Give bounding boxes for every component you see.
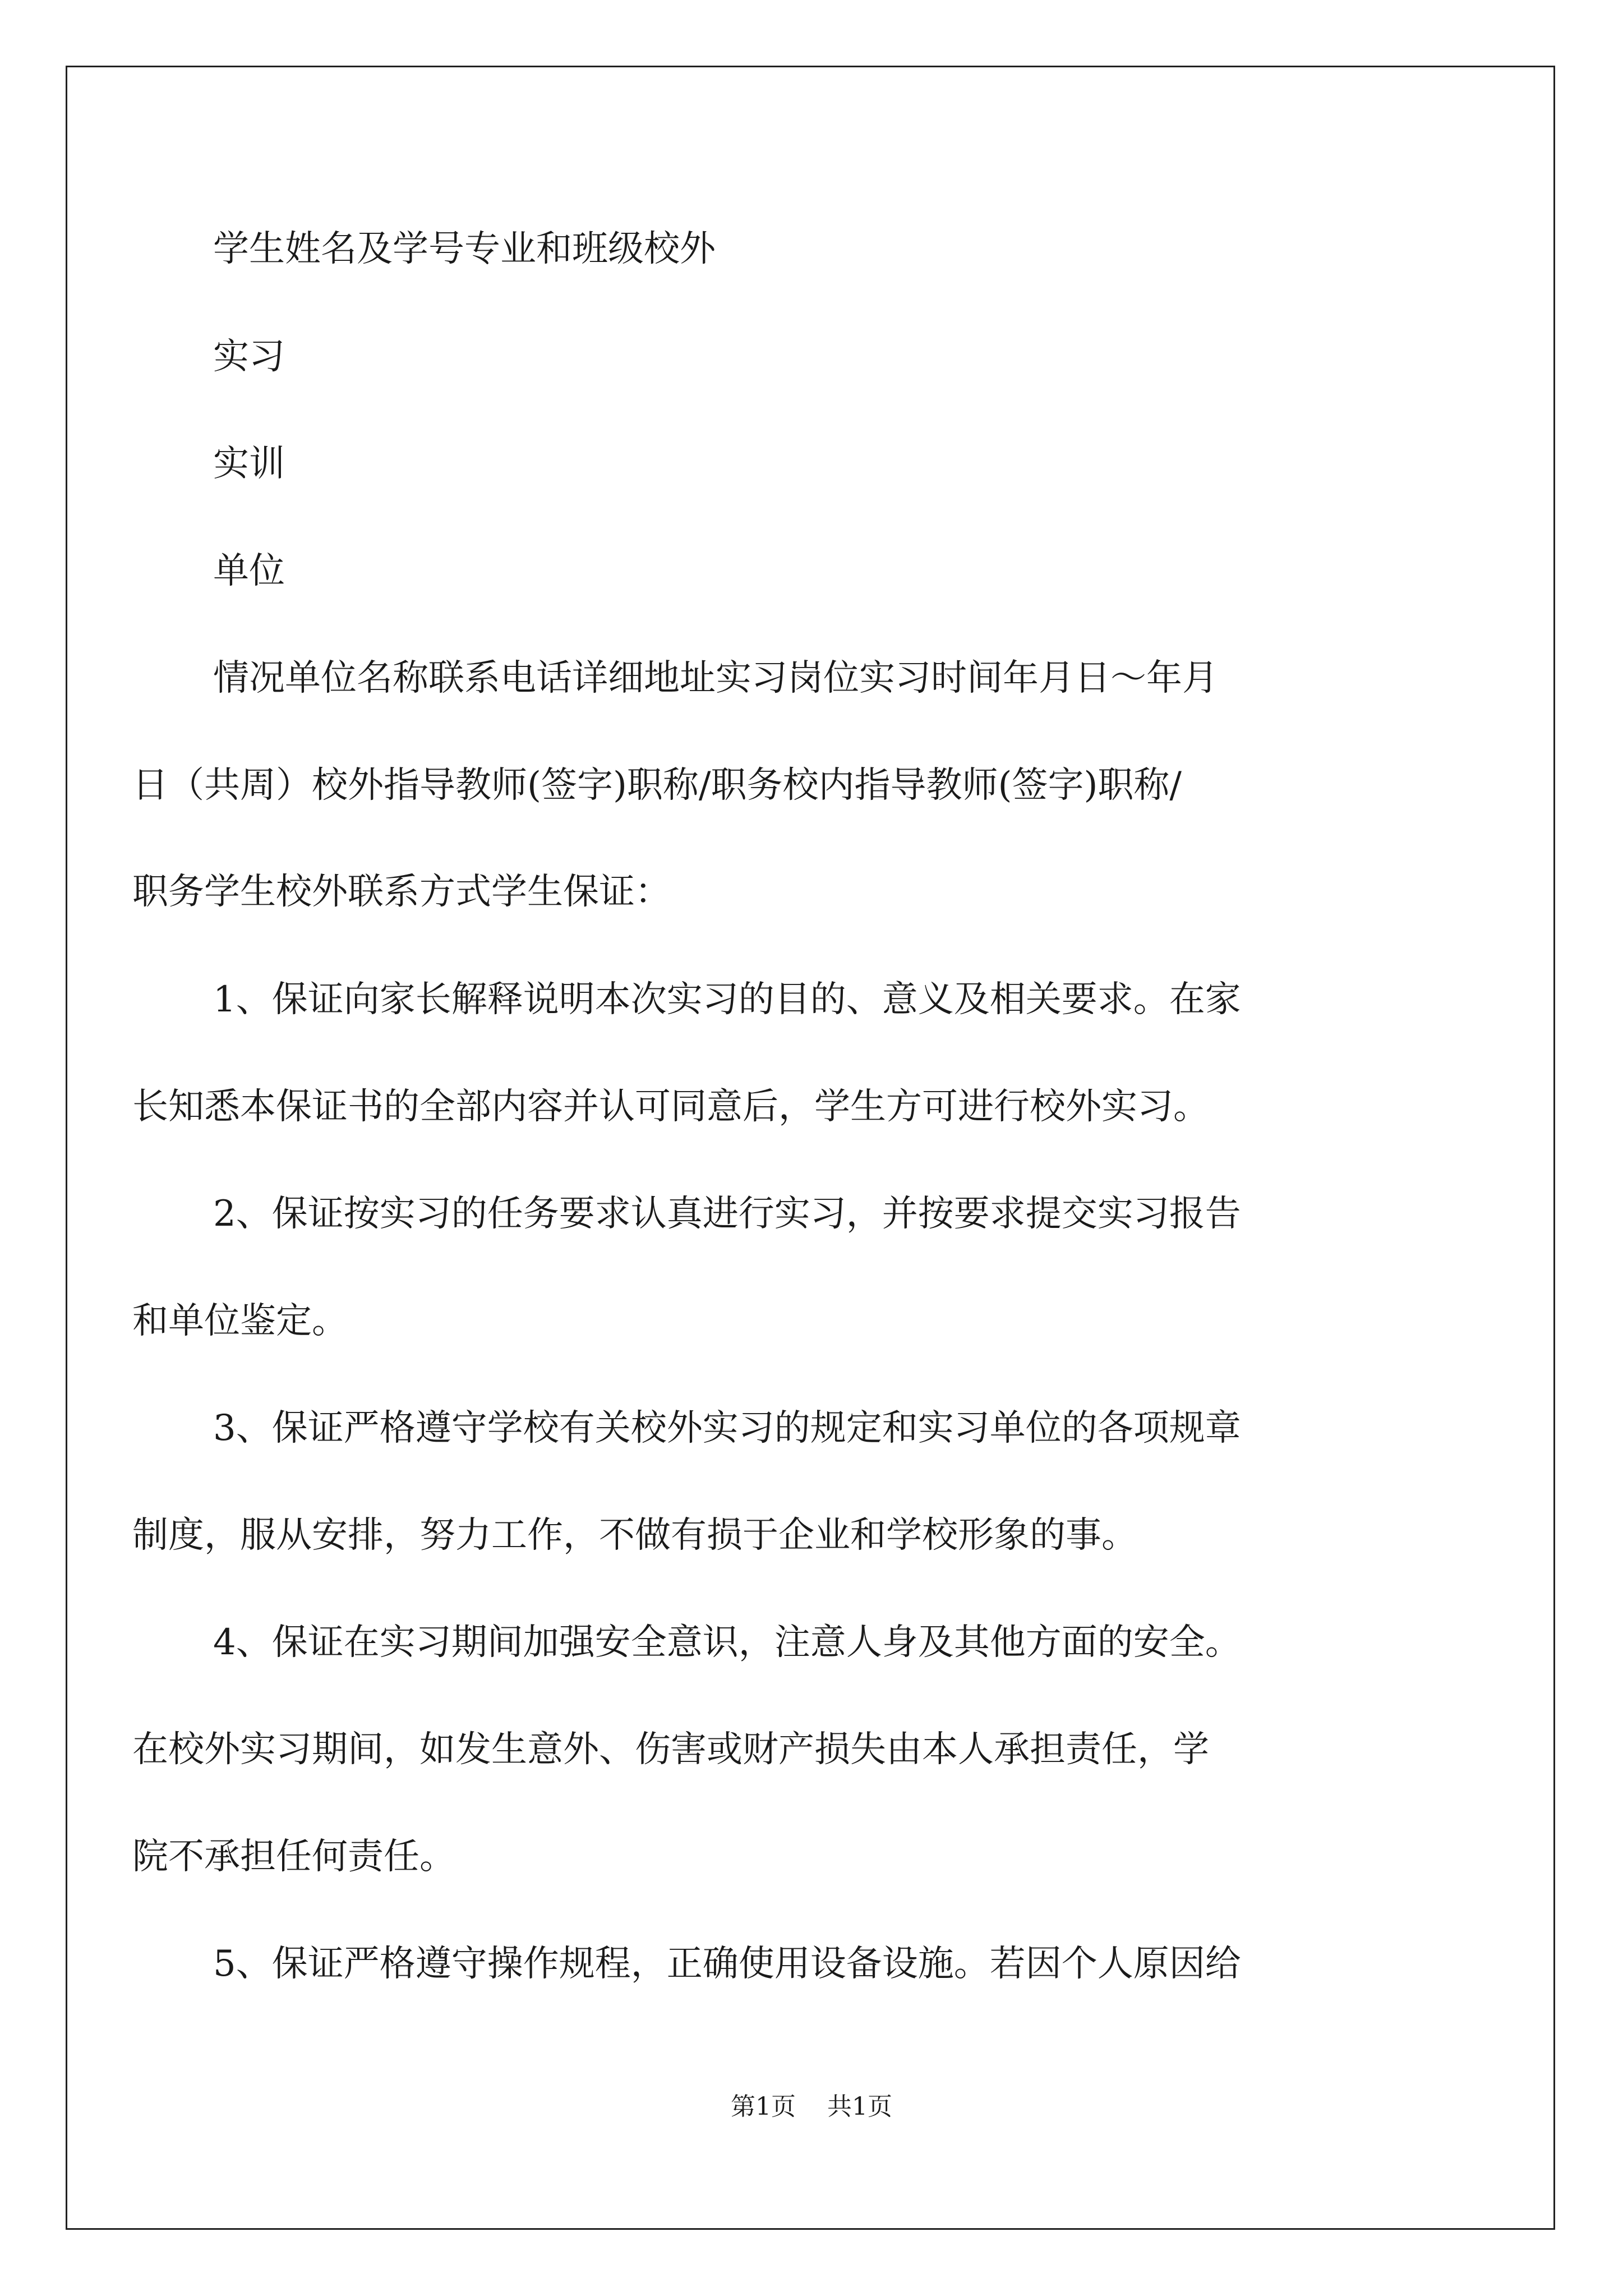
text-line: 长知悉本保证书的全部内容并认可同意后，学生方可进行校外实习。 (132, 1086, 1209, 1128)
text-line: 单位 (213, 550, 285, 592)
text-line: 5、保证严格遵守操作规程，正确使用设备设施。若因个人原因给 (213, 1943, 1241, 1985)
page-footer (0, 2091, 1623, 2123)
text-line: 职务学生校外联系方式学生保证： (132, 871, 671, 913)
page-total: 共1页 (827, 2092, 892, 2121)
text-line: 实习 (213, 336, 285, 378)
text-line: 4、保证在实习期间加强安全意识，注意人身及其他方面的安全。 (213, 1622, 1241, 1663)
text-line: 院不承担任何责任。 (132, 1836, 455, 1878)
text-line: 和单位鉴定。 (132, 1300, 348, 1342)
text-line: 日（共周）校外指导教师(签字)职称/职务校内指导教师(签字)职称/ (132, 765, 1182, 806)
document-body (132, 0, 1433, 2296)
text-line: 情况单位名称联系电话详细地址实习岗位实习时间年月日～年月 (213, 657, 1218, 699)
text-line: 学生姓名及学号专业和班级校外 (213, 228, 716, 270)
text-line: 3、保证严格遵守学校有关校外实习的规定和实习单位的各项规章 (213, 1407, 1241, 1449)
text-line: 2、保证按实习的任务要求认真进行实习，并按要求提交实习报告 (213, 1193, 1241, 1235)
text-line: 在校外实习期间，如发生意外、伤害或财产损失由本人承担责任，学 (132, 1729, 1209, 1770)
text-line: 实训 (213, 443, 285, 485)
page-number: 第1页 (731, 2092, 796, 2121)
text-line: 1、保证向家长解释说明本次实习的目的、意义及相关要求。在家 (213, 979, 1241, 1020)
text-line: 制度，服从安排，努力工作，不做有损于企业和学校形象的事。 (132, 1515, 1137, 1556)
